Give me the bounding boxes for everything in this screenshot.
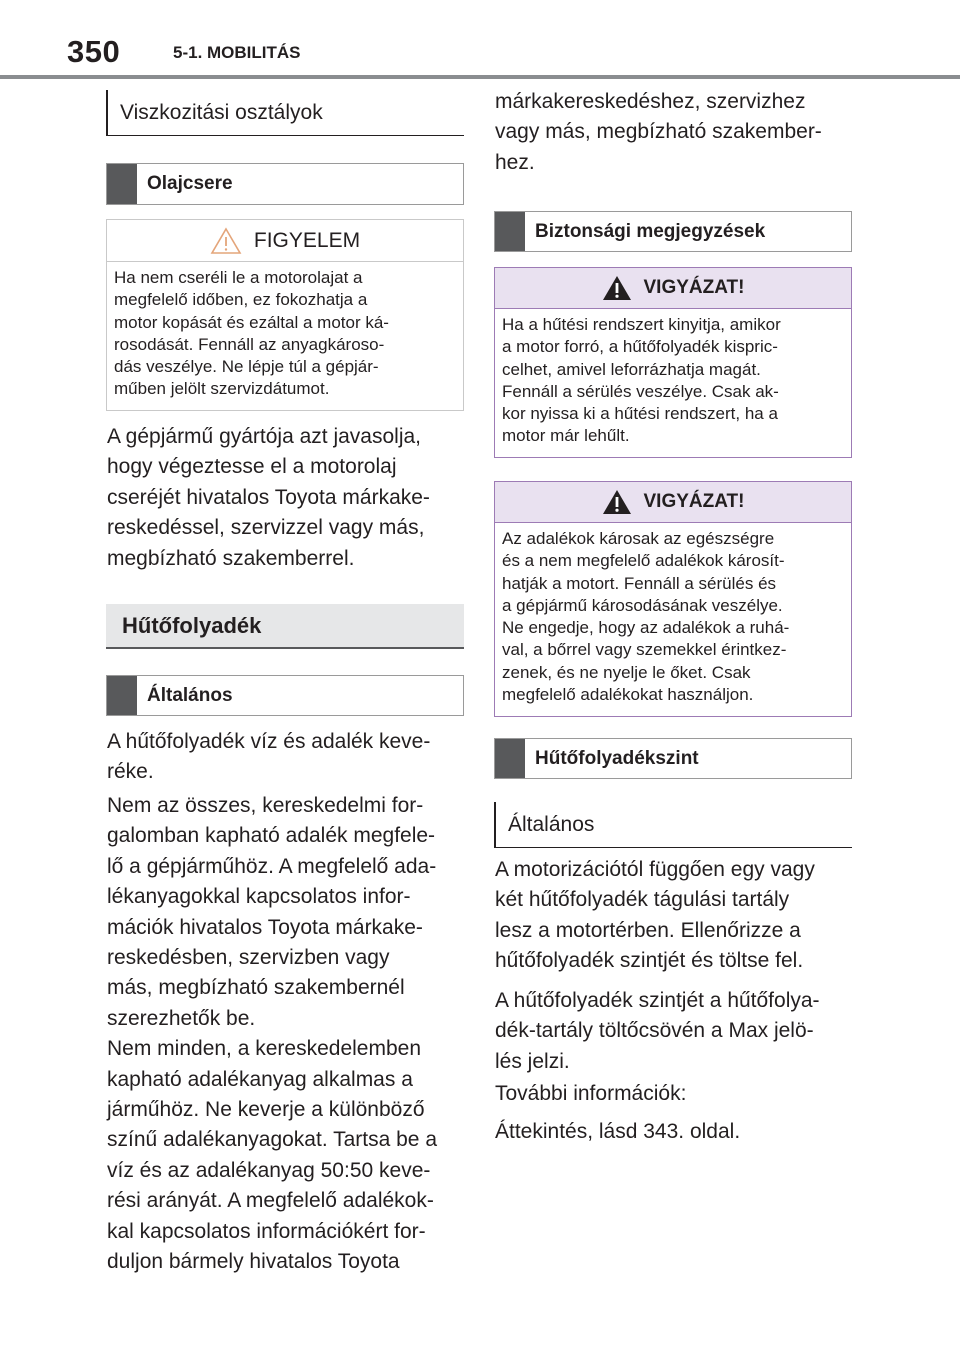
general-heading [106, 675, 464, 716]
text-line: kal kapcsolatos információkért for- [107, 1219, 426, 1243]
coolant-body-paragraph [107, 791, 469, 1278]
notice-line: dás veszélye. Ne lépje túl a gépjár- [114, 357, 379, 377]
more-info-label: További információk: [495, 1082, 687, 1105]
safety-heading-label: Biztonsági megjegyzések [535, 220, 766, 242]
text-line: duljon bármely hivatalos Toyota [107, 1250, 400, 1274]
coolant-intro-paragraph [107, 727, 467, 788]
caution-line: és a nem megfelelő adalékok károsít- [502, 551, 785, 571]
caution-line: zenek, és ne nyelje le őket. Csak [502, 662, 751, 682]
page-number: 350 [67, 34, 121, 69]
text-line: víz és az adalékanyag 50:50 keve- [107, 1158, 431, 1182]
continuation-paragraph [495, 87, 855, 178]
text-line: más, megbízható szakembernél [107, 976, 405, 1000]
overview-page-reference[interactable]: Áttekintés, lásd 343. oldal. [495, 1120, 741, 1143]
caution-line: motor már lehűlt. [502, 426, 630, 446]
caution-text [495, 523, 851, 714]
warning-outline-icon [210, 227, 242, 255]
text-line: A hűtőfolyadék szintjét a hűtőfolya- [495, 989, 820, 1012]
viscosity-heading [106, 90, 464, 136]
caution-title: VIGYÁZAT! [643, 277, 745, 298]
coolant-section-heading [106, 604, 464, 649]
text-line: hűtőfolyadék szintjét és töltse fel. [495, 949, 804, 973]
caution-box-header [495, 482, 851, 523]
caution-box-1 [494, 267, 852, 458]
heading-bar [107, 676, 137, 715]
warning-filled-icon [602, 489, 632, 515]
notice-line: műben jelölt szervizdátumot. [114, 379, 330, 399]
notice-line: rosodását. Fennáll az anyagkároso- [114, 334, 385, 354]
notice-line: megfelelő időben, ez fokozhatja a [114, 290, 368, 310]
caution-line: val, a bőrrel vagy szemekkel érintkez- [502, 640, 787, 660]
heading-bar [495, 212, 525, 251]
notice-text [107, 262, 463, 409]
text-line: réke. [107, 760, 154, 784]
text-line: Nem minden, a kereskedelemben [107, 1037, 421, 1061]
viscosity-heading-label: Viszkozitási osztályok [120, 100, 323, 124]
oil-change-heading [106, 163, 464, 205]
warning-filled-icon [602, 275, 632, 301]
caution-line: a motor forró, a hűtőfolyadék kispric- [502, 337, 778, 357]
text-line: kapható adalékanyag alkalmas a [107, 1067, 413, 1091]
text-line: hez. [495, 150, 535, 174]
caution-line: hatják a motort. Fennáll a sérülés és [502, 573, 777, 593]
caution-line: celhet, amivel leforrázhatja magát. [502, 359, 761, 379]
text-line: reskedésben, szervizben vagy [107, 946, 390, 970]
caution-line: Ha a hűtési rendszert kinyitja, amikor [502, 315, 781, 334]
text-line: szerezhetők be. [107, 1006, 256, 1030]
text-line: A gépjármű gyártója azt javasolja, [107, 425, 422, 448]
text-line: A motorizációtól függően egy vagy [495, 858, 815, 881]
text-line: cseréjét hivatalos Toyota márkake- [107, 485, 430, 509]
level-paragraph-1 [495, 855, 857, 977]
general-heading-label: Általános [147, 684, 233, 706]
text-line: dék-tartály töltőcsövén a Max jelö- [495, 1019, 814, 1043]
caution-line: megfelelő adalékokat használjon. [502, 685, 754, 705]
text-line: márkakereskedéshez, szervizhez [495, 90, 806, 113]
text-line: A hűtőfolyadék víz és adalék keve- [107, 730, 431, 753]
coolant-level-heading-label: Hűtőfolyadékszint [535, 747, 699, 769]
oil-change-heading-label: Olajcsere [147, 173, 233, 194]
text-line: lesz a motortérben. Ellenőrizze a [495, 918, 801, 942]
heading-bar [495, 739, 525, 778]
text-line: hogy végeztesse el a motorolaj [107, 455, 397, 479]
caution-title: VIGYÁZAT! [643, 491, 745, 512]
level-general-heading [494, 802, 852, 848]
text-line: reskedéssel, szervizzel vagy más, [107, 516, 425, 540]
caution-line: Az adalékok károsak az egészségre [502, 529, 775, 548]
caution-line: a gépjármű károsodásának veszélye. [502, 595, 783, 615]
text-line: járműhöz. Ne keverje a különböző [107, 1098, 425, 1122]
text-line: két hűtőfolyadék tágulási tartály [495, 888, 790, 912]
text-line: galomban kapható adalék megfele- [107, 824, 436, 848]
level-paragraph-2 [495, 986, 857, 1077]
notice-title: FIGYELEM [253, 228, 361, 252]
text-line: megbízható szakemberrel. [107, 546, 355, 570]
header-divider [0, 75, 960, 79]
caution-text [495, 309, 851, 456]
caution-line: Fennáll a sérülés veszélye. Csak ak- [502, 381, 779, 401]
chapter-title: 5-1. MOBILITÁS [173, 43, 301, 62]
text-line: Nem az összes, kereskedelmi for- [107, 794, 424, 817]
notice-box [106, 219, 464, 411]
coolant-level-heading [494, 738, 852, 779]
caution-line: Ne engedje, hogy az adalékok a ruhá- [502, 618, 790, 638]
text-line: lő a gépjárműhöz. A megfelelő ada- [107, 854, 437, 878]
text-line: színű adalékanyagokat. Tartsa be a [107, 1128, 438, 1152]
oil-change-paragraph [107, 422, 467, 574]
text-line: vagy más, megbízható szakember- [495, 120, 822, 144]
coolant-heading-label: Hűtőfolyadék [122, 612, 262, 638]
caution-box-2 [494, 481, 852, 717]
text-line: mációk hivatalos Toyota márkake- [107, 915, 423, 939]
text-line: lékanyagokkal kapcsolatos infor- [107, 885, 411, 909]
notice-line: Ha nem cseréli le a motorolajat a [114, 268, 363, 287]
heading-bar [107, 164, 137, 204]
caution-box-header [495, 268, 851, 309]
text-line: rési arányát. A megfelelő adalékok- [107, 1189, 434, 1213]
notice-box-header [107, 220, 463, 262]
text-line: lés jelzi. [495, 1049, 570, 1073]
notice-line: motor kopását és ezáltal a motor ká- [114, 312, 389, 332]
safety-notes-heading [494, 211, 852, 252]
level-general-heading-label: Általános [508, 812, 595, 836]
caution-line: kor nyissa ki a hűtési rendszert, ha a [502, 404, 778, 424]
